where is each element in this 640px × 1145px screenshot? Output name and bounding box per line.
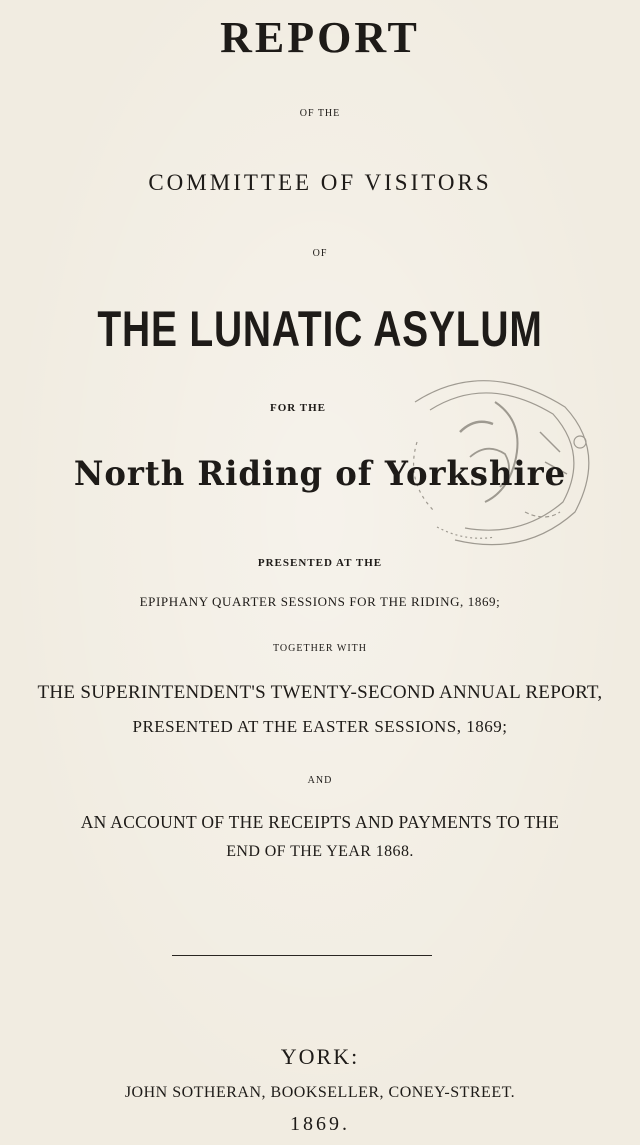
epiphany-sessions-line: EPIPHANY QUARTER SESSIONS FOR THE RIDING, 1869; xyxy=(139,594,501,609)
end-of-year-line: END OF THE YEAR 1868. xyxy=(226,843,414,860)
of-label: OF xyxy=(312,248,328,259)
account-line: AN ACCOUNT OF THE RECEIPTS AND PAYMENTS TO THE xyxy=(80,812,560,832)
superintendent-report-line: THE SUPERINTENDENT'S TWENTY-SECOND ANNUAL REPORT, xyxy=(37,682,603,703)
presented-label: PRESENTED AT THE xyxy=(257,557,383,569)
imprint-city: YORK: xyxy=(280,1044,360,1069)
imprint-year: 1869. xyxy=(290,1113,350,1135)
of-the-label: OF THE xyxy=(299,108,341,119)
divider-rule xyxy=(172,955,432,956)
easter-sessions-line: PRESENTED AT THE EASTER SESSIONS, 1869; xyxy=(132,717,508,736)
together-with-label: TOGETHER WITH xyxy=(272,643,367,654)
and-label: AND xyxy=(307,775,333,786)
imprint-publisher: JOHN SOTHERAN, BOOKSELLER, CONEY-STREET. xyxy=(124,1084,516,1101)
for-the-label: FOR THE xyxy=(270,402,327,414)
riding-heading: North Riding of Yorkshire xyxy=(73,454,567,494)
report-heading: REPORT xyxy=(220,13,420,62)
institution-heading: THE LUNATIC ASYLUM xyxy=(97,301,543,357)
committee-heading: COMMITTEE OF VISITORS xyxy=(148,170,492,195)
